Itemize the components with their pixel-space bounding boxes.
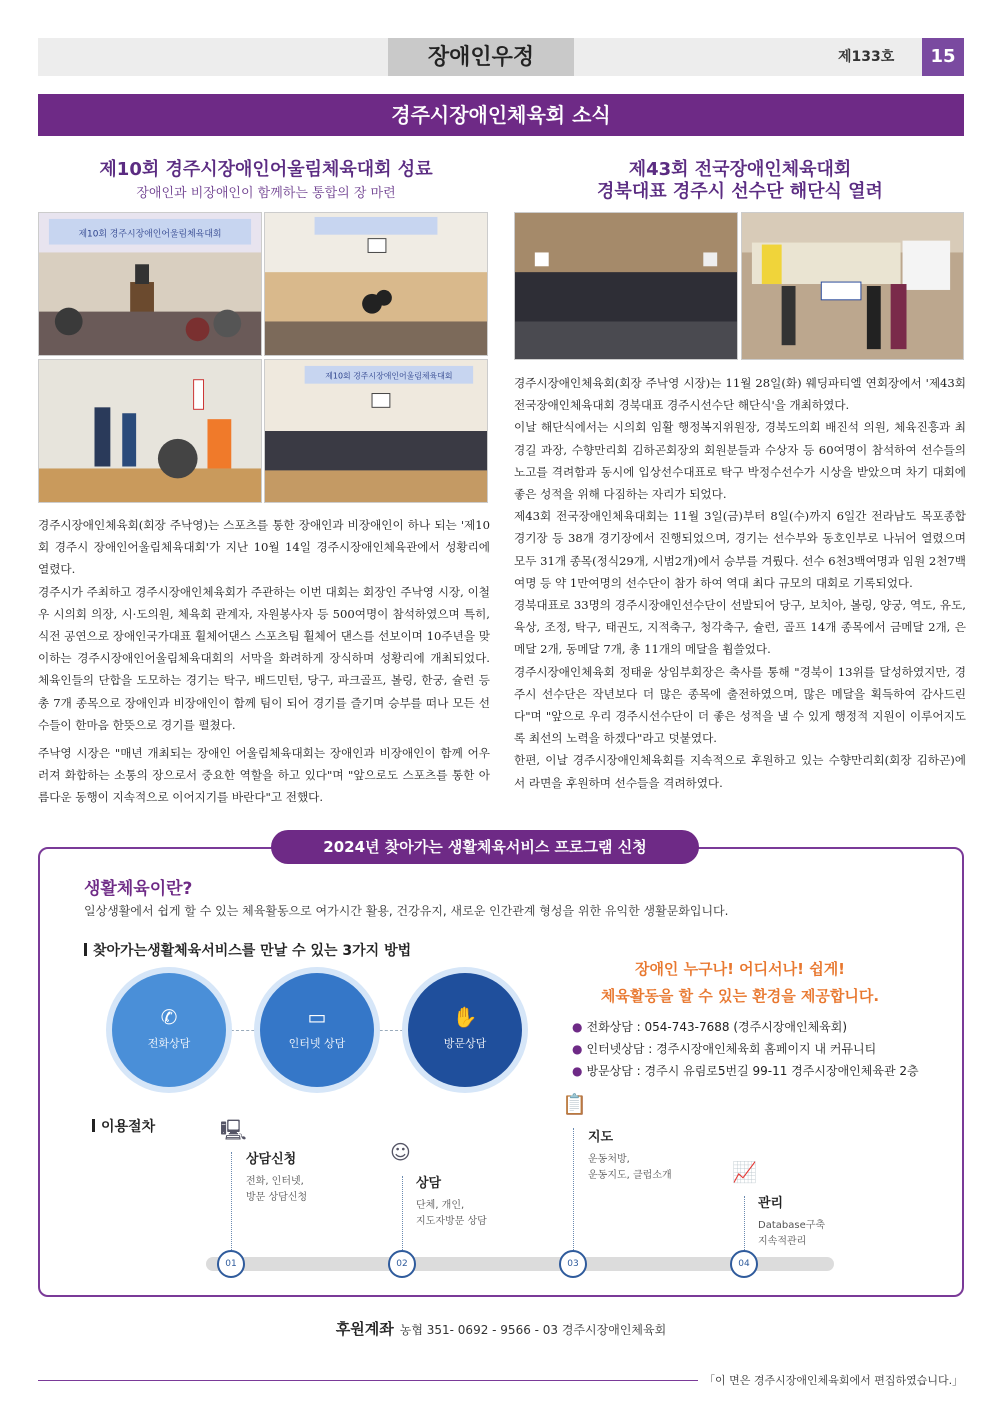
footer-divider xyxy=(38,1380,698,1381)
page-number: 15 xyxy=(922,38,964,76)
contact-phone-text: 전화상담 : 054-743-7688 (경주시장애인체육회) xyxy=(586,1020,848,1034)
article1-title: 제10회 경주시장애인어울림체육대회 성료 xyxy=(99,159,433,180)
step2-desc xyxy=(416,1198,487,1230)
step4-desc-line: Database구축 xyxy=(758,1220,826,1231)
photo-banner-text-2: 제10회 경주시장애인어울림체육대회 xyxy=(325,371,453,381)
newsletter-logo: 장애인우정 xyxy=(388,38,574,76)
article2-paragraph: 경북대표로 33명의 경주시장애인선수단이 선발되어 당구, 보치아, 볼링, 양궁, 역도, 유도, 육상, 조정, 탁구, 태권도, 지적축구, 청각축구, 슐런, 골프 14개 종목에서 금메달 2개, 은메달 2개, 동메달 7개, 총 11개의 메달을 휩쓸었다. xyxy=(514,598,966,657)
article2-title-line1: 제43회 전국장애인체육대회 xyxy=(628,159,852,180)
step4-node: 04 xyxy=(730,1250,758,1278)
article2-paragraph: 이날 해단식에서는 시의회 임활 행정복지위원장, 경북도의회 배진석 의원, 체육진흥과 최경길 과장, 수향만리회 김하곤회장외 회원분들과 수상자 등 60여명이 참석하여 선수들의 노고를 격려함과 동시에 입상선수대표로 탁구 박정수선수가 시상을 받았으며 차기 대회에 좋은 성적을 위해 다짐하는 자리가 되었다. xyxy=(514,420,966,502)
step2-title: 상담 xyxy=(416,1176,442,1191)
consultant-icon: ☺ xyxy=(390,1140,411,1164)
step-connector xyxy=(231,1152,232,1250)
handshake-icon: ✋ xyxy=(452,1005,478,1029)
footer-note: 「이 면은 경주시장애인체육회에서 편집하였습니다.」 xyxy=(704,1374,964,1387)
article1-subtitle: 장애인과 비장애인이 함께하는 통합의 장 마련 xyxy=(136,186,396,201)
step1-title: 상담신청 xyxy=(246,1152,297,1167)
step3-desc-line: 운동처방, xyxy=(588,1154,630,1165)
step2-desc-line: 단체, 개인, xyxy=(416,1200,465,1211)
slogan-line2: 체육활동을 할 수 있는 환경을 제공합니다. xyxy=(600,987,880,1005)
step3-title: 지도 xyxy=(588,1130,614,1145)
account-label: 후원계좌 xyxy=(335,1320,394,1338)
article2-paragraph: 경주시장애인체육회(회장 주낙영 시장)는 11월 28일(화) 웨딩파티엘 연회장에서 '제43회 전국장애인체육대회 경북대표 경주시선수단 해단식'을 개최하였다. xyxy=(514,376,966,413)
what-is-title: 생활체육이란? xyxy=(84,879,193,899)
contact-phone: ● 전화상담 : 054-743-7688 (경주시장애인체육회) xyxy=(572,1020,848,1034)
step4-desc-line: 지속적관리 xyxy=(758,1236,807,1247)
article2-paragraph: 한편, 이날 경주시장애인체육회를 지속적으로 후원하고 있는 수향만리회(회장 김하곤)에서 라면을 후원하며 선수들을 격려하였다. xyxy=(514,753,966,790)
article2-title-line2: 경북대표 경주시 선수단 해단식 열려 xyxy=(597,181,883,202)
step2-node: 02 xyxy=(388,1250,416,1278)
contact-visit-text: 방문상담 : 경주시 유림로5번길 99-11 경주시장애인체육관 2층 xyxy=(586,1064,919,1078)
step1-desc-line: 방문 상담신청 xyxy=(246,1192,308,1203)
photo-banner-text-1: 제10회 경주시장애인어울림체육대회 xyxy=(78,229,222,240)
photo-award-presentation xyxy=(741,212,964,360)
methods-title xyxy=(84,940,411,960)
photo-ceremony-podium xyxy=(38,212,262,356)
what-is-description: 일상생활에서 쉽게 할 수 있는 체육활동으로 여가시간 활용, 건강유지, 새로운 인간관계 형성을 위한 유익한 생활문화입니다. xyxy=(84,904,729,918)
step1-node: 01 xyxy=(217,1250,245,1278)
step1-desc xyxy=(246,1174,307,1206)
method-label: 인터넷 상담 xyxy=(288,1037,346,1050)
photo-athletes-award xyxy=(38,359,262,503)
method-label: 방문상담 xyxy=(443,1037,487,1050)
issue-number: 제133호 xyxy=(838,49,895,65)
article1-paragraph: 주낙영 시장은 "매년 개최되는 장애인 어울림체육대회는 장애인과 비장애인이 함께 어우러져 화합하는 소통의 장으로서 중요한 역할을 하고 있다"며 "앞으로도 스포츠를 통한 아름다운 동행이 지속적으로 이어지기를 바란다"고 전했다. xyxy=(38,746,490,805)
photo-team-dissolution xyxy=(514,212,738,360)
checklist-icon: 📋 xyxy=(562,1092,587,1116)
method-internet xyxy=(260,973,374,1087)
account-value: 농협 351- 0692 - 9566 - 03 경주시장애인체육회 xyxy=(399,1323,667,1337)
step3-node: 03 xyxy=(559,1250,587,1278)
contact-internet: ● 인터넷상담 : 경주시장애인체육회 홈페이지 내 커뮤니티 xyxy=(572,1042,877,1056)
monitor-icon: ▭ xyxy=(307,1005,327,1029)
article1-paragraph: 경주시장애인체육회(회장 주낙영)는 스포츠를 통한 장애인과 비장애인이 하나 되는 '제10회 경주시 장애인어울림체육대회'가 지난 10월 14일 경주시장애인체육관에서 성황리에 열렸다. xyxy=(38,518,490,577)
chart-icon: 📈 xyxy=(732,1160,757,1184)
step3-desc-line: 운동지도, 클럽소개 xyxy=(588,1170,672,1181)
step2-desc-line: 지도자방문 상담 xyxy=(416,1216,487,1227)
method-label: 전화상담 xyxy=(147,1037,191,1050)
step4-title: 관리 xyxy=(758,1196,784,1211)
step4-desc xyxy=(758,1218,825,1250)
step1-desc-line: 전화, 인터넷, xyxy=(246,1176,304,1187)
step-connector xyxy=(744,1196,745,1250)
method-phone xyxy=(112,973,226,1087)
step3-desc xyxy=(588,1152,672,1184)
contact-internet-text: 인터넷상담 : 경주시장애인체육회 홈페이지 내 커뮤니티 xyxy=(586,1042,877,1056)
contact-visit: ● 방문상담 : 경주시 유림로5번길 99-11 경주시장애인체육관 2층 xyxy=(572,1064,919,1078)
donation-account xyxy=(0,1318,1002,1339)
article2-paragraph: 경주시장애인체육회 정태윤 상임부회장은 축사를 통해 "경북이 13위를 달성하였지만, 경주시 선수단은 작년보다 더 많은 종목에 출전하였으며, 많은 메달을 획득하여 감사드린다"며 "앞으로 우리 경주시선수단이 더 좋은 성적을 낼 수 있게 행정적 지원이 이루어지도록 최선의 노력을 하겠다"라고 덧붙였다. xyxy=(514,664,966,746)
method-visit xyxy=(408,973,522,1087)
article2-paragraph: 제43회 전국장애인체육대회는 11월 3일(금)부터 8일(수)까지 6일간 전라남도 목포종합경기장 등 38개 경기장에서 진행되었으며, 경기는 선수부와 동호인부로 나뉘어 열렸으며 모두 31개 종목(정식29개, 시범2개)에서 승부를 겨뤘다. 선수 6천3백여명과 임원 2천7백여명 등 약 1만여명의 선수단이 참가 하여 역대 최다 규모의 대회로 기록되었다. xyxy=(514,509,966,590)
program-title: 2024년 찾아가는 생활체육서비스 프로그램 신청 xyxy=(271,830,699,864)
procedure-title xyxy=(92,1116,155,1136)
procedure-title-text: 이용절차 xyxy=(101,1119,156,1135)
slogan-line1: 장애인 누구나! 어디서나! 쉽게! xyxy=(634,960,846,978)
step-connector xyxy=(402,1176,403,1250)
article1-paragraph: 경주시가 주최하고 경주시장애인체육회가 주관하는 이번 대회는 회장인 주낙영 시장, 이철우 시의회 의장, 시·도의원, 체육회 관계자, 자원봉사자 등 500여명이 참석하였으며 특히, 식전 공연으로 장애인국가대표 휠체어댄스 스포츠팀 휠체어 댄스를 선보이며 10주년을 맞이하는 경주시장애인어울림체육대회의 서막을 화려하게 장식하며 성황리에 개최되었다. 체육인들의 단합을 도모하는 경기는 탁구, 배드민턴, 당구, 파크골프, 볼링, 한궁, 슐런 등 총 7개 종목으로 장애인과 비장애인이 함께 팀이 되어 경기를 즐기며 승부를 떠나 모든 선수들이 한마음 한뜻으로 경기를 펼쳤다. xyxy=(38,584,490,732)
methods-title-text: 찾아가는생활체육서비스를 만날 수 있는 3가지 방법 xyxy=(93,943,412,959)
section-title: 경주시장애인체육회 소식 xyxy=(38,94,964,136)
step-connector xyxy=(573,1128,574,1250)
photo-group-event xyxy=(264,359,488,503)
article1-body xyxy=(38,514,490,809)
article2-body xyxy=(514,372,966,794)
computer-icon: 🖳 xyxy=(220,1118,247,1142)
phone-icon: ✆ xyxy=(160,1005,178,1029)
photo-wheelchair-dance xyxy=(264,212,488,356)
